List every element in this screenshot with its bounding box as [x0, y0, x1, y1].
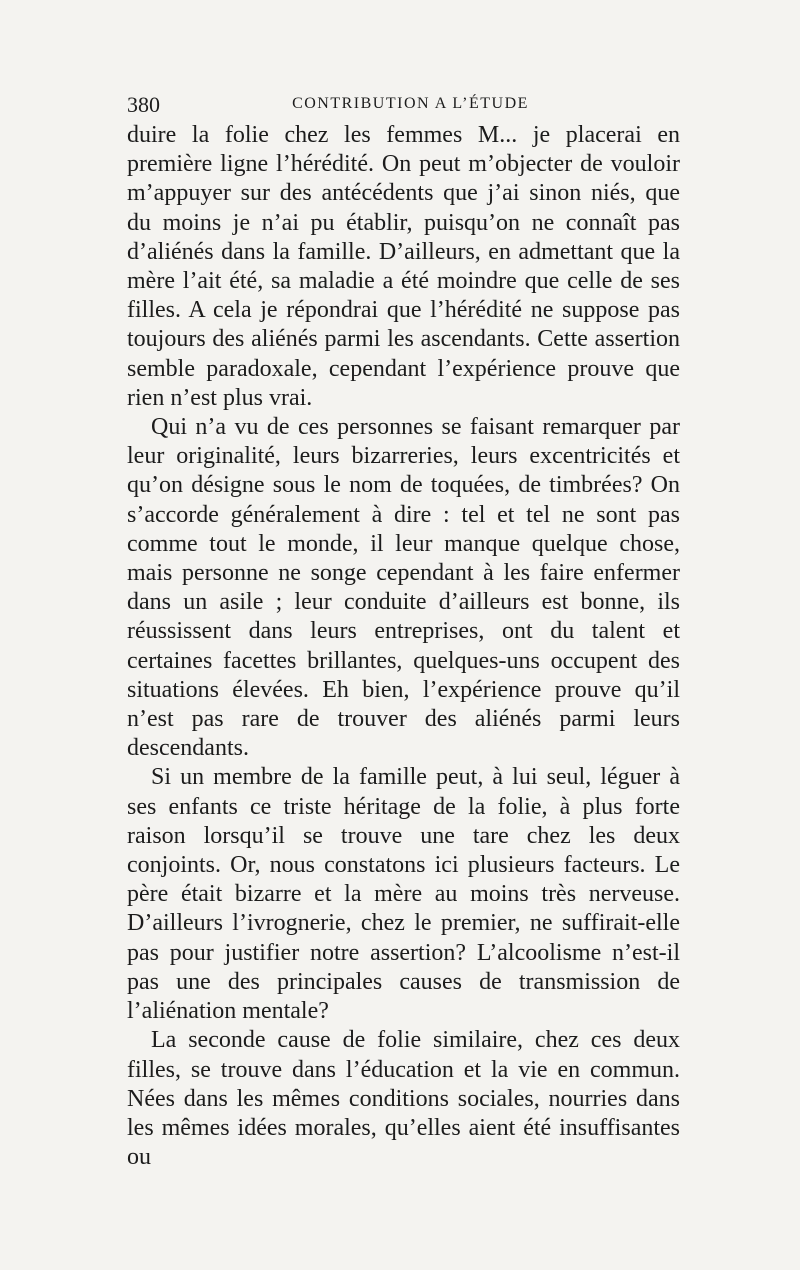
running-title: CONTRIBUTION A L’ÉTUDE	[292, 95, 529, 112]
page-number: 380	[127, 92, 160, 117]
paragraph-1-continued: duire la folie chez les femmes M... je placerai en première ligne l’hérédité. On peut m’objecter de vouloir m’appuyer sur des antécédents que j’ai sinon niés, que du moins je n’ai pu établir, puisqu’on ne connaît pas d’aliénés dans la famille. D’ailleurs, en admettant que la mère l’ait été, sa maladie a été moindre que celle de ses filles. A cela je répondrai que l’hérédité ne suppose pas toujours des aliénés parmi les ascendants. Cette assertion semble paradoxale, cependant l’expérience prouve que rien n’est plus vrai.	[127, 122, 680, 411]
paragraph-2: Qui n’a vu de ces personnes se faisant remarquer par leur originalité, leurs bizarreries, leurs excentricités et qu’on désigne sous le nom de toquées, de timbrées? On s’accorde généralement à dire : tel et tel ne sont pas comme tout le monde, il leur manque quelque chose, mais personne ne songe cependant à les faire enfermer dans un asile ; leur conduite d’ailleurs est bonne, ils réussissent dans leurs entreprises, ont du talent et certaines facettes brillantes, quelques-uns occupent des situations élevées. Eh bien, l’expérience prouve qu’il n’est pas rare de trouver des aliénés parmi leurs descendants.	[127, 414, 680, 762]
paragraph-4: La seconde cause de folie similaire, chez ces deux filles, se trouve dans l’éducation et la vie en commun. Nées dans les mêmes conditions sociales, nourries dans les mêmes idées morales, qu’elles aient été insuffisantes ou	[127, 1027, 680, 1171]
body-text	[127, 121, 680, 1172]
paragraph-3: Si un membre de la famille peut, à lui seul, léguer à ses enfants ce triste héritage de la folie, à plus forte raison lorsqu’il se trouve une tare chez les deux conjoints. Or, nous constatons ici plusieurs facteurs. Le père était bizarre et la mère au moins très nerveuse. D’ailleurs l’ivrognerie, chez le premier, ne suffirait-elle pas pour justifier notre assertion? L’alcoolisme n’est-il pas une des principales causes de transmission de l’aliénation mentale?	[127, 764, 680, 1025]
running-head	[127, 92, 680, 120]
